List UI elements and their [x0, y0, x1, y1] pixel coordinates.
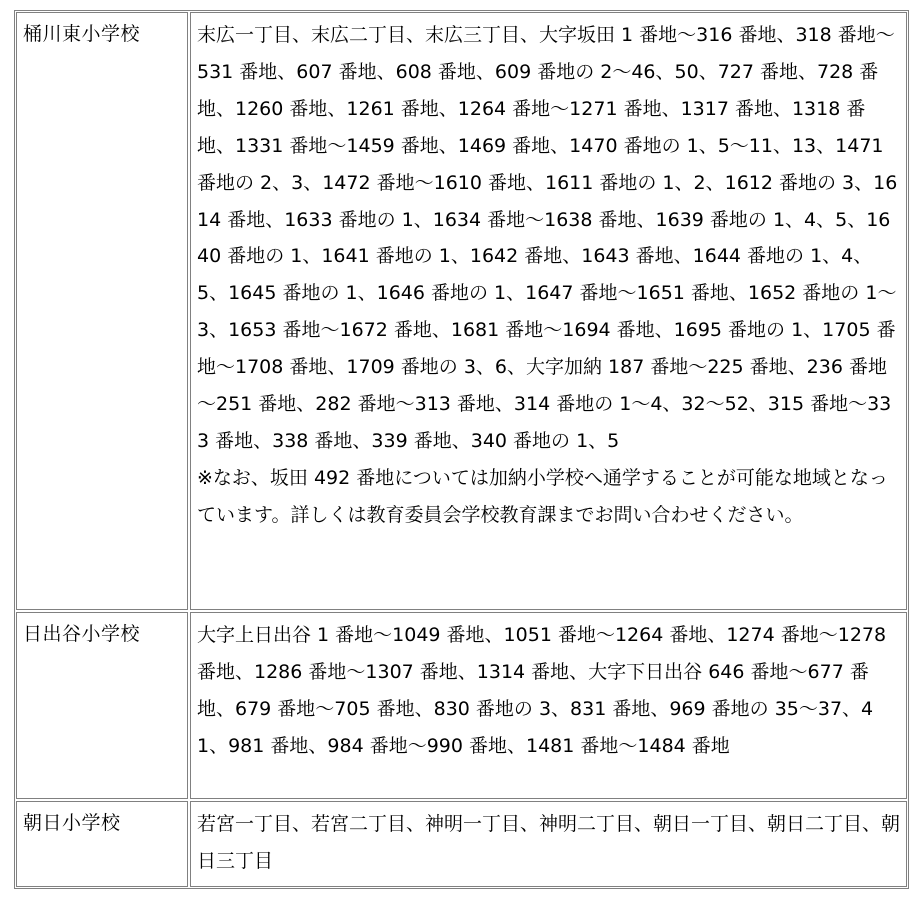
- district-area-cell: [190, 801, 907, 887]
- district-area-text: 末広一丁目、末広二丁目、末広三丁目、大字坂田 1 番地～316 番地、318 番地～531 番地、607 番地、608 番地、609 番地の 2～46、50、727 番地、728 番地、1260 番地、1261 番地、1264 番地～1271 番地、1317 番地、1318 番地、1331 番地～1459 番地、1469 番地、1470 番地の 1、5～11、13、1471 番地の 2、3、1472 番地～1610 番地、1611 番地の 1、2、1612 番地の 3、1614 番地、1633 番地の 1、1634 番地～1638 番地、1639 番地の 1、4、5、1640 番地の 1、1641 番地の 1、1642 番地、1643 番地、1644 番地の 1、4、5、1645 番地の 1、1646 番地の 1、1647 番地～1651 番地、1652 番地の 1～3、1653 番地～1672 番地、1681 番地～1694 番地、1695 番地の 1、1705 番地～1708 番地、1709 番地の 3、6、大字加納 187 番地～225 番地、236 番地～251 番地、282 番地～313 番地、314 番地の 1～4、32～52、315 番地～333 番地、338 番地、339 番地、340 番地の 1、5: [197, 24, 898, 452]
- district-area-cell: [190, 12, 907, 610]
- school-name-cell: 朝日小学校: [16, 801, 188, 887]
- district-note-text: ※なお、坂田 492 番地については加納小学校へ通学することが可能な地域となっています。詳しくは教育委員会学校教育課までお問い合わせください。: [197, 466, 888, 526]
- school-district-table: [14, 10, 909, 889]
- district-area-text: 若宮一丁目、若宮二丁目、神明一丁目、神明二丁目、朝日一丁目、朝日二丁目、朝日三丁目: [197, 813, 901, 872]
- district-area-text: 大字上日出谷 1 番地～1049 番地、1051 番地～1264 番地、1274 番地～1278 番地、1286 番地～1307 番地、1314 番地、大字下日出谷 646 番地～677 番地、679 番地～705 番地、830 番地の 3、831 番地、969 番地の 35～37、41、981 番地、984 番地～990 番地、1481 番地～1484 番地: [197, 624, 887, 757]
- table-row: [16, 12, 907, 610]
- school-name-cell: 桶川東小学校: [16, 12, 188, 610]
- table-row: [16, 801, 907, 887]
- school-name-cell: 日出谷小学校: [16, 612, 188, 799]
- district-area-cell: [190, 612, 907, 799]
- table-row: [16, 612, 907, 799]
